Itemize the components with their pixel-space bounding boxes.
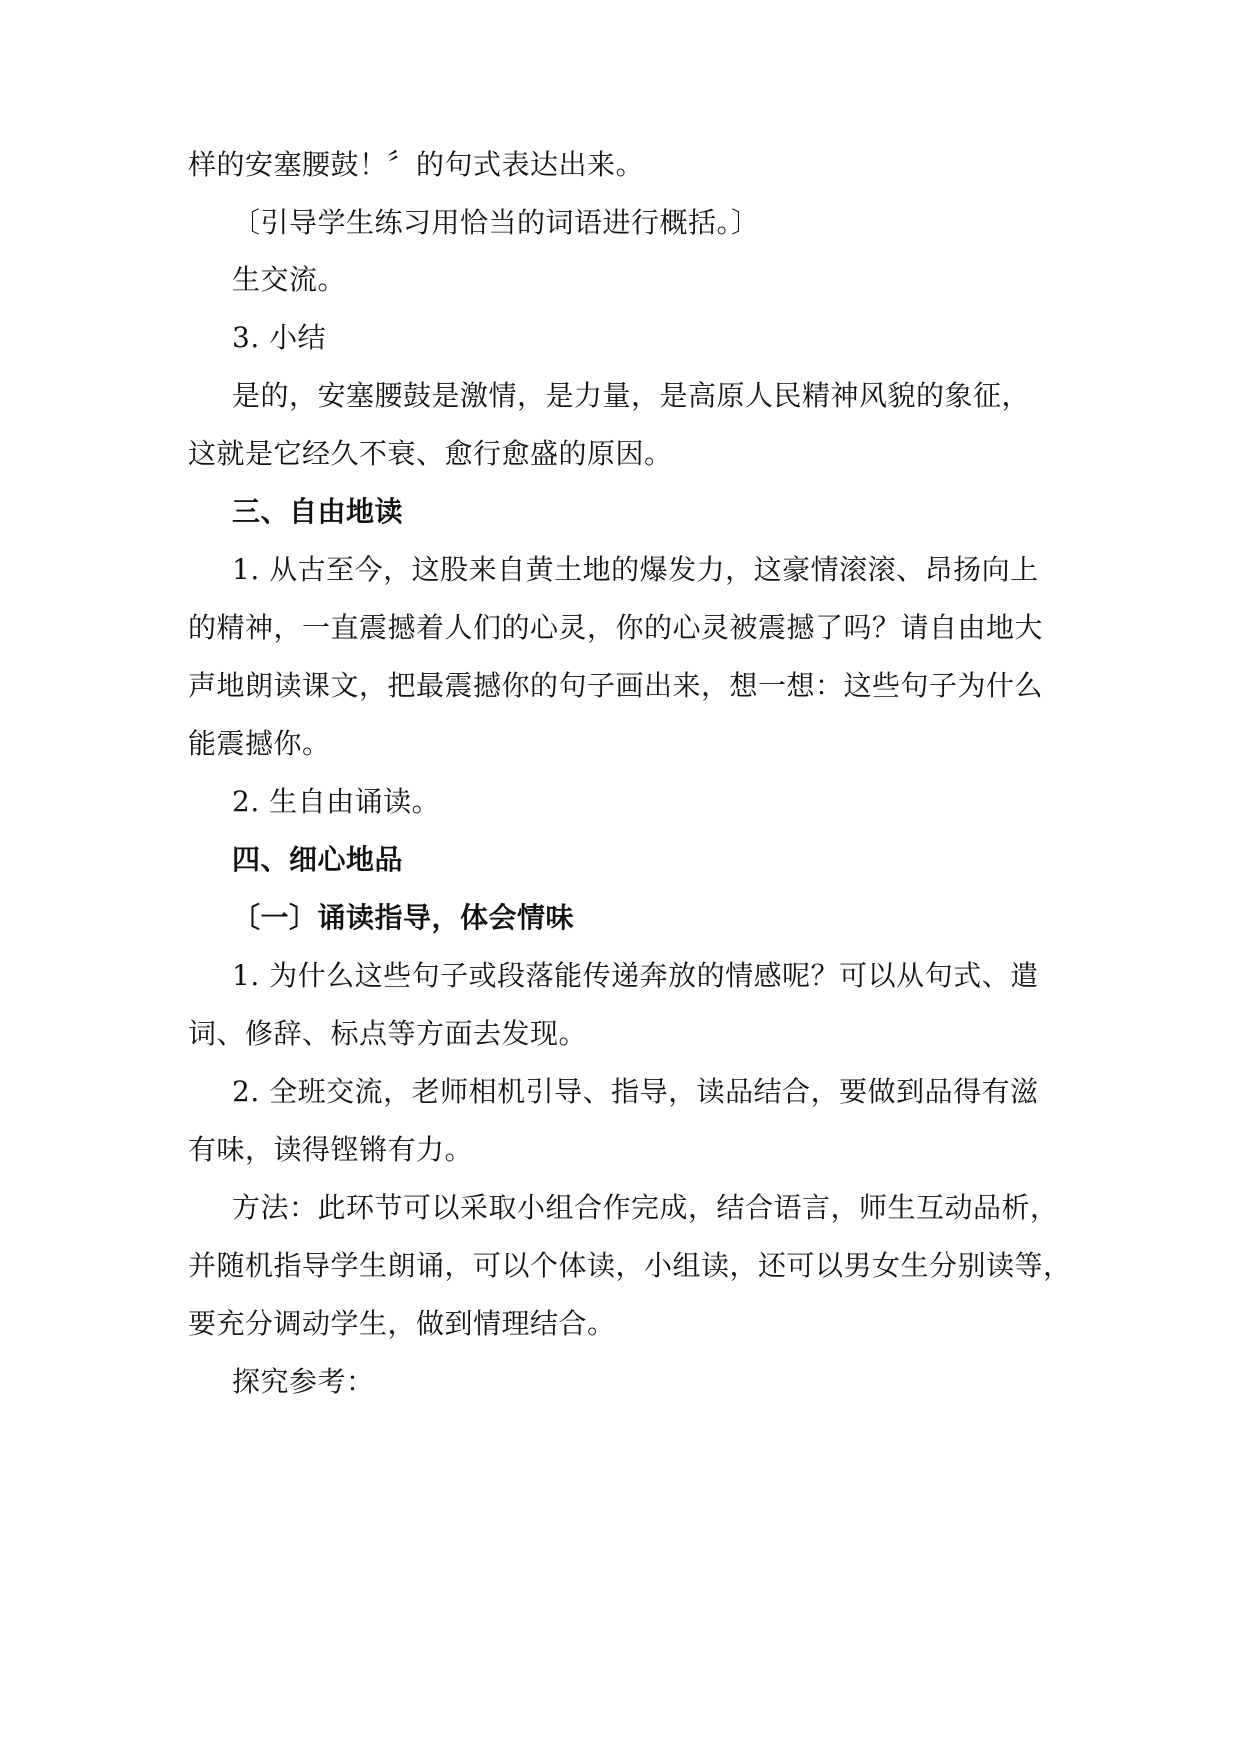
paragraph-line: 探究参考： [232, 1365, 375, 1398]
paragraph-line: 能震撼你。 [188, 727, 331, 760]
paragraph-line: 样的安塞腰鼓！〞的句式表达出来。 [188, 148, 645, 181]
paragraph-line: 〔引导学生练习用恰当的词语进行概括。〕 [232, 206, 760, 239]
paragraph-line: 1. 为什么这些句子或段落能传递奔放的情感呢？可以从句式、遣 [232, 959, 1039, 992]
paragraph-line: 要充分调动学生，做到情理结合。 [188, 1307, 616, 1340]
paragraph-line: 有味，读得铿锵有力。 [188, 1133, 474, 1166]
paragraph-line: 2. 全班交流，老师相机引导、指导，读品结合，要做到品得有滋 [232, 1075, 1039, 1108]
section-heading: 三、自由地读 [232, 495, 404, 528]
subsection-heading: 〔一〕诵读指导，体会情味 [232, 901, 575, 934]
paragraph-line: 1. 从古至今，这股来自黄土地的爆发力，这豪情滚滚、昂扬向上 [232, 553, 1039, 586]
paragraph-line: 是的，安塞腰鼓是激情，是力量，是高原人民精神风貌的象征， [232, 379, 1031, 412]
paragraph-line: 2. 生自由诵读。 [232, 785, 441, 818]
paragraph-line: 方法：此环节可以采取小组合作完成，结合语言，师生互动品析， [232, 1191, 1059, 1224]
paragraph-line: 生交流。 [232, 263, 347, 296]
paragraph-line: 的精神，一直震撼着人们的心灵，你的心灵被震撼了吗？请自由地大 [188, 611, 1044, 644]
paragraph-line: 声地朗读课文，把最震撼你的句子画出来，想一想：这些句子为什么 [188, 669, 1044, 702]
paragraph-line: 词、修辞、标点等方面去发现。 [188, 1017, 588, 1050]
section-heading: 四、细心地品 [232, 843, 404, 876]
paragraph-line: 这就是它经久不衰、愈行愈盛的原因。 [188, 437, 673, 470]
paragraph-line: 并随机指导学生朗诵，可以个体读，小组读，还可以男女生分别读等， [188, 1249, 1072, 1282]
subsection-heading: 3. 小结 [232, 321, 327, 354]
